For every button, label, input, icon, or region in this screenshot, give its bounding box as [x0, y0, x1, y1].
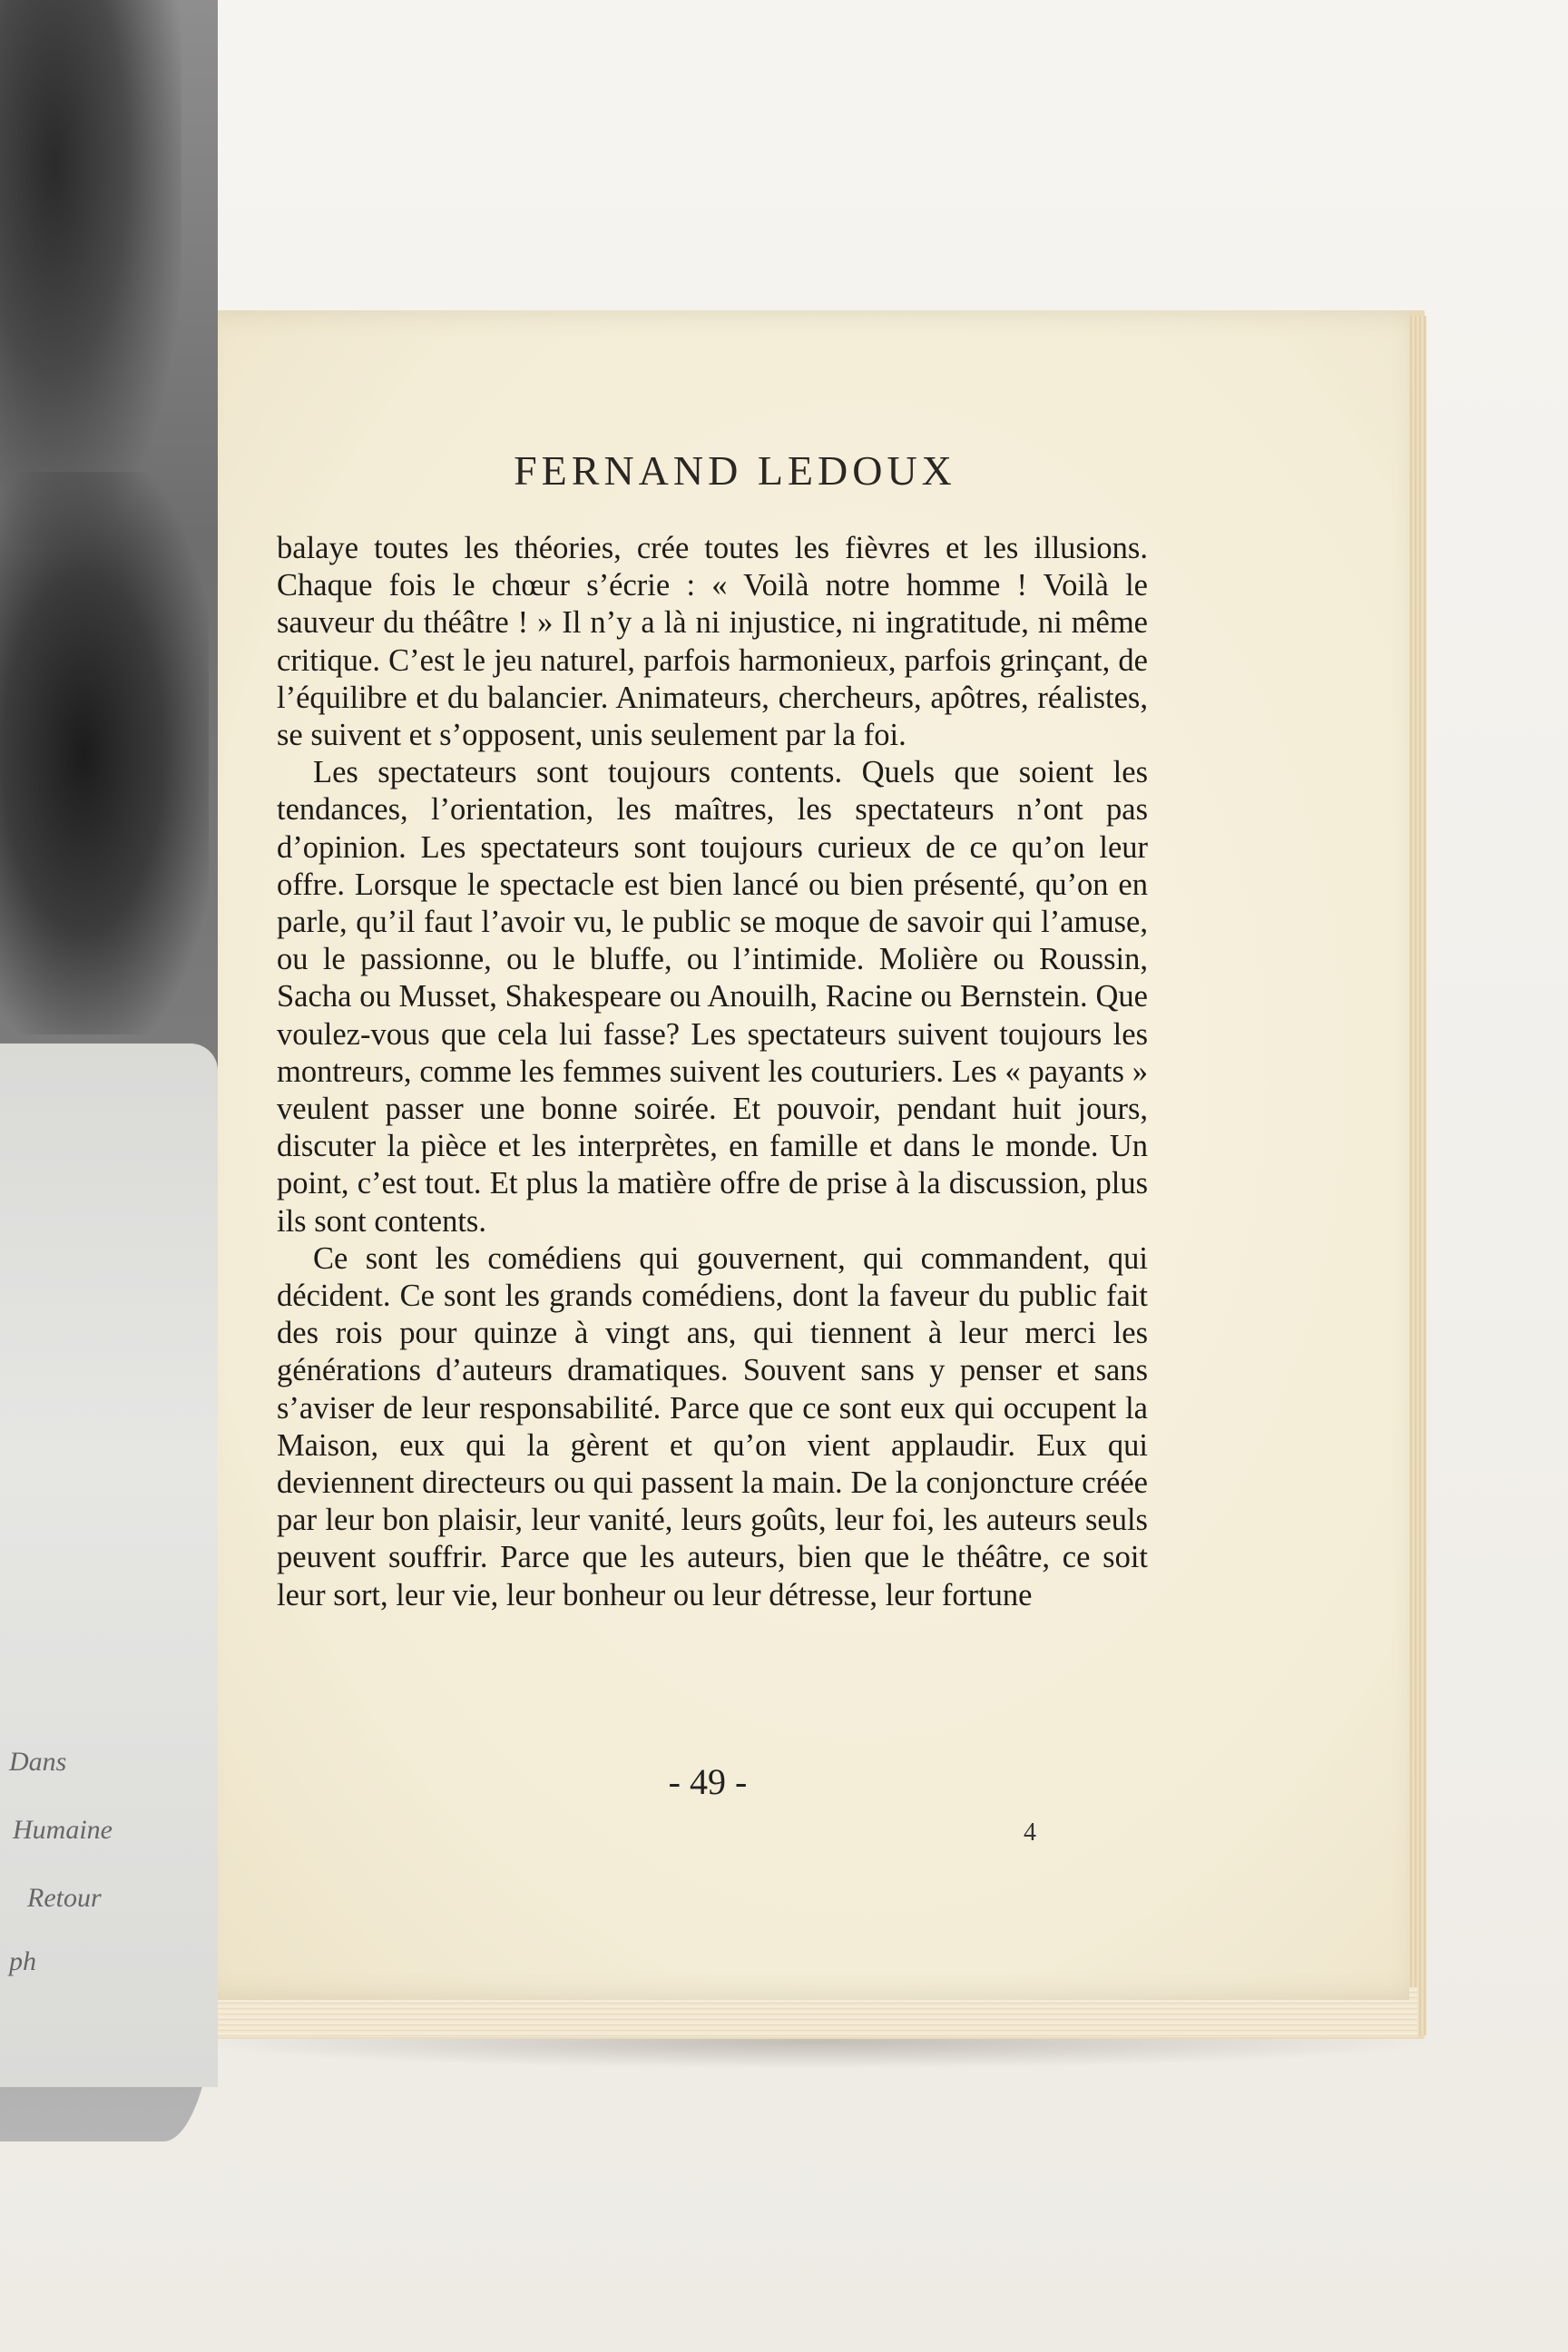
photo-shadow-region [0, 0, 181, 544]
body-text [277, 530, 1148, 1614]
caption-fragment: ph [9, 1946, 36, 1976]
paragraph: balaye toutes les théories, crée toutes les fièvres et les illusions. Chaque fois le chœur s’écrie : « Voilà notre homme ! Voilà le sauveur du théâtre ! » Il n’y a là ni injustice, ni ingratitude, ni même critique. C’est le jeu naturel, parfois harmonieux, parfois grinçant, de l’équilibre et du balancier. Animateurs, chercheurs, apôtres, réalistes, se suivent et s’opposent, unis seulement par la foi. [277, 531, 1148, 753]
photo-shadow-region [0, 472, 209, 1034]
page-number: - 49 - [668, 1761, 748, 1802]
caption-fragment: Dans [9, 1747, 67, 1777]
caption-fragment: Humaine [13, 1815, 113, 1845]
photo-light-region [0, 1044, 218, 2087]
facing-photo-page [0, 0, 218, 2141]
signature-mark: 4 [1024, 1818, 1036, 1847]
caption-fragment: Retour [27, 1883, 102, 1913]
paragraph: Les spectateurs sont toujours contents. Quels que soient les tendances, l’orientation, les maîtres, les spectateurs n’ont pas d’opinion. Les spectateurs sont toujours curieux de ce qu’on leur offre. Lorsque le spectacle est bien lancé ou bien présenté, qu’on en parle, qu’il faut l’avoir vu, le public se moque de savoir qui l’amuse, ou le passionne, ou le bluffe, ou l’intimide. Molière ou Roussin, Sacha ou Musset, Shakespeare ou Anouilh, Racine ou Bernstein. Que voulez-vous que cela lui fasse? Les spectateurs suivent toujours les montreurs, comme les femmes suivent les couturiers. Les « payants » veulent passer une bonne soirée. Et pouvoir, pendant huit jours, discuter la pièce et les interprètes, en famille et dans le monde. Un point, c’est tout. Et plus la matière offre de prise à la discussion, plus ils sont contents. [277, 755, 1148, 1239]
running-head: FERNAND LEDOUX [514, 447, 956, 494]
paragraph: Ce sont les comédiens qui gouvernent, qui commandent, qui décident. Ce sont les grands comédiens, dont la faveur du public fait des rois pour quinze à vingt ans, qui tiennent à leur merci les générations d’auteurs dramatiques. Souvent sans y penser et sans s’aviser de leur responsabilité. Parce que ce sont eux qui occupent la Maison, eux qui la gèrent et qu’on vient applaudir. Eux qui deviennent directeurs ou qui passent la main. De la conjoncture créée par leur bon plaisir, leur vanité, leurs goûts, leur foi, les auteurs seuls peuvent souffrir. Parce que les auteurs, bien que le théâtre, ce soit leur sort, leur vie, leur bonheur ou leur détresse, leur fortune [277, 1240, 1148, 1612]
